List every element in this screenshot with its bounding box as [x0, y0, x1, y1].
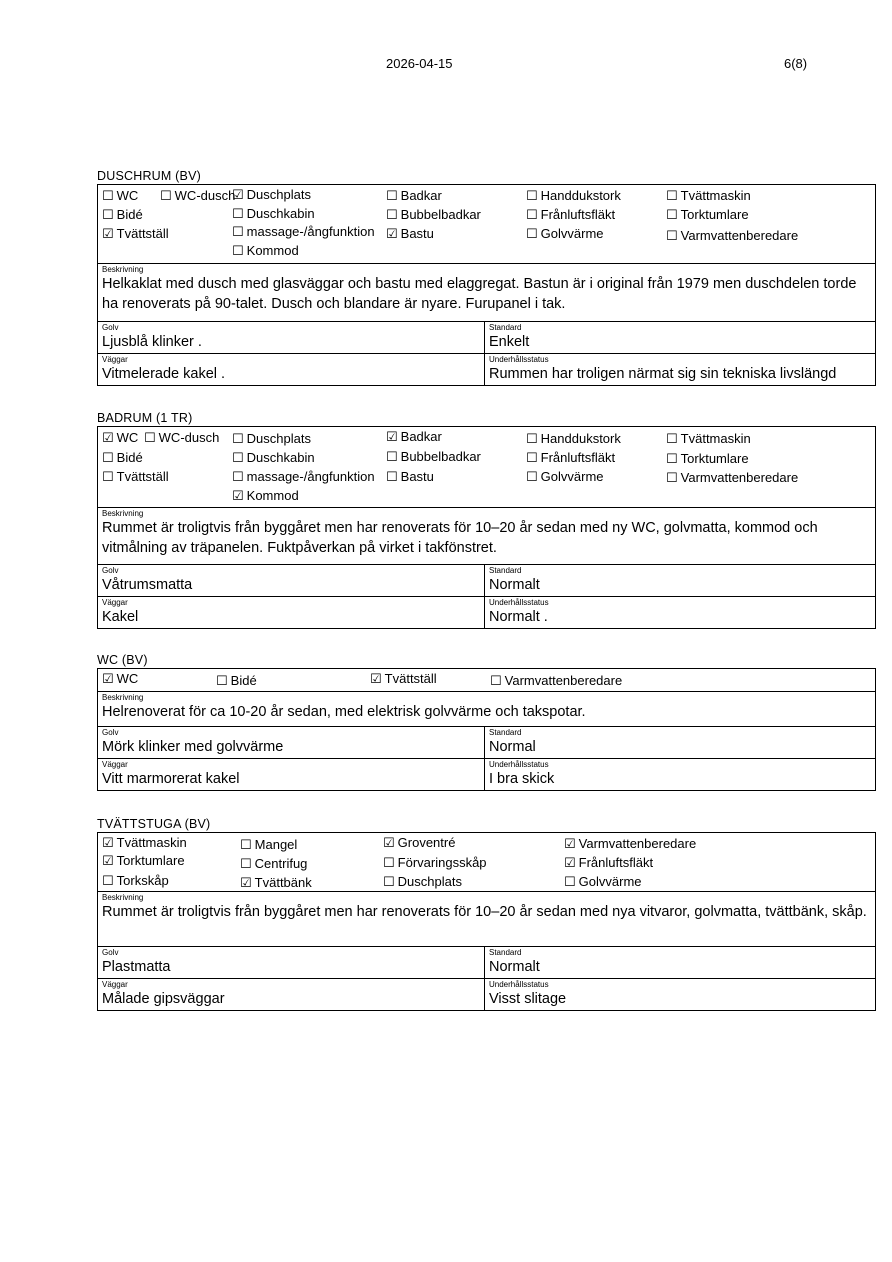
option-label: Tvättställ — [116, 226, 169, 241]
option-label: Torktumlare — [680, 451, 749, 466]
option-label: Mangel — [254, 837, 298, 852]
option-wc[interactable] — [102, 429, 138, 448]
walls-cell — [98, 597, 485, 628]
options-area — [98, 427, 875, 508]
option-label: Groventré — [397, 835, 456, 850]
checkbox-icon[interactable]: ☐ — [526, 432, 538, 447]
option-label: Bidé — [116, 207, 143, 222]
option-golvvärme[interactable] — [526, 225, 604, 244]
floor-label: Golv — [102, 728, 119, 737]
option-golvvärme[interactable] — [564, 873, 642, 892]
option-label: Kommod — [246, 243, 299, 258]
description-cell — [98, 892, 875, 947]
option-handdukstork[interactable] — [526, 187, 621, 206]
checkbox-icon[interactable]: ☐ — [386, 189, 398, 204]
option-label: Varmvattenberedare — [504, 673, 623, 688]
standard-value: Enkelt — [489, 334, 530, 350]
option-label: Golvvärme — [540, 226, 604, 241]
option-label: Kommod — [246, 488, 299, 503]
section-title: WC (BV) — [97, 653, 148, 667]
field-row — [98, 979, 875, 1011]
maintenance-label: Underhållsstatus — [489, 980, 549, 989]
walls-label: Väggar — [102, 355, 128, 364]
option-label: Bubbelbadkar — [400, 449, 481, 464]
maintenance-cell — [485, 354, 875, 385]
description-cell — [98, 264, 875, 322]
field-row — [98, 727, 875, 759]
description-label: Beskrivning — [102, 693, 144, 702]
option-handdukstork[interactable] — [526, 430, 621, 449]
option-label: massage-/ångfunktion — [246, 224, 375, 239]
room-section — [97, 816, 876, 1011]
option-label: Tvättmaskin — [116, 835, 187, 850]
option-label: Bastu — [400, 469, 434, 484]
option-label: Badkar — [400, 429, 442, 444]
checked-checkbox-icon[interactable]: ☑ — [102, 836, 114, 851]
option-label: Torktumlare — [116, 853, 185, 868]
option-label: Bubbelbadkar — [400, 207, 481, 222]
checkbox-icon[interactable]: ☐ — [526, 189, 538, 204]
checkbox-icon[interactable]: ☐ — [232, 451, 244, 466]
option-label: WC-dusch — [174, 188, 236, 203]
option-label: Tvättställ — [384, 671, 437, 686]
standard-cell — [485, 565, 875, 596]
option-label: Varmvattenberedare — [680, 228, 799, 243]
checkbox-icon[interactable]: ☐ — [526, 470, 538, 485]
checkbox-icon[interactable]: ☐ — [102, 208, 114, 223]
option-massage-ångfunktion[interactable] — [232, 468, 375, 487]
field-row — [98, 322, 875, 354]
walls-cell — [98, 759, 485, 790]
option-duschplats[interactable] — [383, 873, 462, 892]
room-section — [97, 410, 876, 629]
standard-cell — [485, 727, 875, 758]
checkbox-icon[interactable]: ☐ — [383, 875, 395, 890]
option-label: Handdukstork — [540, 431, 621, 446]
checkbox-icon[interactable]: ☐ — [666, 208, 678, 223]
option-label: Tvättbänk — [254, 875, 312, 890]
standard-value: Normal — [489, 739, 536, 755]
option-bidé[interactable] — [102, 449, 143, 468]
maintenance-value: Visst slitage — [489, 991, 567, 1007]
checkbox-icon[interactable]: ☐ — [666, 471, 678, 486]
checkbox-icon[interactable]: ☐ — [564, 875, 576, 890]
option-groventré[interactable] — [383, 834, 455, 853]
checkbox-icon[interactable]: ☐ — [240, 857, 252, 872]
section-table — [97, 832, 876, 1011]
standard-label: Standard — [489, 323, 522, 332]
option-golvvärme[interactable] — [526, 468, 604, 487]
description-label: Beskrivning — [102, 893, 144, 902]
walls-value: Kakel — [102, 609, 139, 625]
walls-cell — [98, 979, 485, 1010]
maintenance-label: Underhållsstatus — [489, 355, 549, 364]
walls-label: Väggar — [102, 598, 128, 607]
checkbox-icon[interactable]: ☐ — [232, 207, 244, 222]
option-tvättmaskin[interactable] — [666, 430, 751, 449]
option-kommod[interactable] — [232, 242, 299, 261]
option-torktumlare[interactable] — [666, 450, 749, 469]
checked-checkbox-icon[interactable]: ☑ — [102, 854, 114, 869]
option-kommod[interactable] — [232, 487, 299, 506]
walls-cell — [98, 354, 485, 385]
option-label: Frånluftsfläkt — [540, 207, 616, 222]
header-date: 2026-04-15 — [386, 56, 453, 71]
option-badkar[interactable] — [386, 187, 442, 206]
option-label: Varmvattenberedare — [680, 470, 799, 485]
option-duschkabin[interactable] — [232, 449, 315, 468]
floor-label: Golv — [102, 323, 119, 332]
section-table — [97, 668, 876, 791]
checkbox-icon[interactable]: ☐ — [386, 208, 398, 223]
standard-cell — [485, 322, 875, 353]
option-label: massage-/ångfunktion — [246, 469, 375, 484]
option-tvättmaskin[interactable] — [666, 187, 751, 206]
section-title: BADRUM (1 TR) — [97, 411, 193, 425]
field-row — [98, 565, 875, 597]
floor-label: Golv — [102, 948, 119, 957]
maintenance-label: Underhållsstatus — [489, 760, 549, 769]
description-text: Rummet är troligtvis från byggåret men har renoverats för 10–20 år sedan med ny WC, golvmatta, kommod och vitmålning av träpanelen. Fuktpåverkan på virket i takfönstret. — [102, 520, 818, 556]
checked-checkbox-icon[interactable]: ☑ — [232, 489, 244, 504]
standard-label: Standard — [489, 566, 522, 575]
option-label: Frånluftsfläkt — [540, 450, 616, 465]
checked-checkbox-icon[interactable]: ☑ — [564, 856, 576, 871]
description-label: Beskrivning — [102, 265, 144, 274]
header-page-number: 6(8) — [784, 56, 808, 71]
checkbox-icon[interactable]: ☐ — [102, 451, 114, 466]
checkbox-icon[interactable]: ☐ — [526, 208, 538, 223]
checkbox-icon[interactable]: ☐ — [160, 189, 172, 204]
option-label: Bidé — [230, 673, 257, 688]
walls-value: Vitmelerade kakel . — [102, 366, 226, 382]
option-label: Duschplats — [246, 431, 311, 446]
option-bubbelbadkar[interactable] — [386, 206, 481, 225]
option-varmvattenberedare[interactable] — [564, 835, 696, 854]
option-label: Torktumlare — [680, 207, 749, 222]
checked-checkbox-icon[interactable]: ☑ — [102, 431, 114, 446]
description-cell — [98, 508, 875, 565]
option-bubbelbadkar[interactable] — [386, 448, 481, 467]
checked-checkbox-icon[interactable]: ☑ — [232, 188, 244, 203]
option-frånluftsfläkt[interactable] — [526, 206, 615, 225]
option-label: Duschkabin — [246, 450, 315, 465]
checkbox-icon[interactable]: ☐ — [216, 674, 228, 689]
standard-label: Standard — [489, 728, 522, 737]
option-label: WC-dusch — [158, 430, 220, 445]
option-wc-dusch[interactable] — [160, 187, 235, 206]
option-wc-dusch[interactable] — [144, 429, 219, 448]
floor-cell — [98, 565, 485, 596]
room-section — [97, 652, 876, 791]
option-label: Tvättmaskin — [680, 431, 751, 446]
maintenance-value: I bra skick — [489, 771, 555, 787]
checked-checkbox-icon[interactable]: ☑ — [240, 876, 252, 891]
checkbox-icon[interactable]: ☐ — [490, 674, 502, 689]
checkbox-icon[interactable]: ☐ — [240, 838, 252, 853]
maintenance-value: Rummen har troligen närmat sig sin tekniska livslängd — [489, 366, 837, 382]
walls-value: Målade gipsväggar — [102, 991, 225, 1007]
option-label: WC — [116, 188, 139, 203]
option-förvaringsskåp[interactable] — [383, 854, 487, 873]
option-varmvattenberedare[interactable] — [666, 227, 798, 246]
option-label: Förvaringsskåp — [397, 855, 487, 870]
section-table — [97, 184, 876, 386]
option-wc[interactable] — [102, 670, 138, 689]
option-label: Duschplats — [397, 874, 462, 889]
checked-checkbox-icon[interactable]: ☑ — [102, 672, 114, 687]
section-table — [97, 426, 876, 629]
standard-value: Normalt — [489, 577, 540, 593]
checked-checkbox-icon[interactable]: ☑ — [383, 836, 395, 851]
option-label: Varmvattenberedare — [578, 836, 697, 851]
description-text: Helrenoverat för ca 10-20 år sedan, med elektrisk golvvärme och takspotar. — [102, 704, 586, 720]
option-centrifug[interactable] — [240, 855, 307, 874]
description-label: Beskrivning — [102, 509, 144, 518]
option-bastu[interactable] — [386, 468, 434, 487]
floor-value: Våtrumsmatta — [102, 577, 193, 593]
checkbox-icon[interactable]: ☐ — [102, 470, 114, 485]
option-duschplats[interactable] — [232, 430, 311, 449]
checkbox-icon[interactable]: ☐ — [666, 229, 678, 244]
option-frånluftsfläkt[interactable] — [526, 449, 615, 468]
option-frånluftsfläkt[interactable] — [564, 854, 653, 873]
option-label: Duschplats — [246, 187, 311, 202]
description-text: Helkaklat med dusch med glasväggar och bastu med elaggregat. Bastun är i original från 1979 men duschdelen torde ha renoverats på 90-talet. Dusch och blandare är nyare. Furupanel i tak. — [102, 276, 857, 312]
option-tvättmaskin[interactable] — [102, 834, 187, 853]
options-area — [98, 669, 875, 692]
maintenance-value: Normalt . — [489, 609, 548, 625]
checked-checkbox-icon[interactable]: ☑ — [386, 430, 398, 445]
option-label: Golvvärme — [540, 469, 604, 484]
option-label: Handdukstork — [540, 188, 621, 203]
option-label: WC — [116, 671, 139, 686]
option-torkskåp[interactable] — [102, 872, 169, 891]
option-wc[interactable] — [102, 187, 138, 206]
checkbox-icon[interactable]: ☐ — [232, 432, 244, 447]
option-label: Centrifug — [254, 856, 308, 871]
standard-label: Standard — [489, 948, 522, 957]
option-badkar[interactable] — [386, 428, 442, 447]
option-label: Bidé — [116, 450, 143, 465]
option-tvättställ[interactable] — [102, 468, 169, 487]
option-mangel[interactable] — [240, 836, 297, 855]
checked-checkbox-icon[interactable]: ☑ — [386, 227, 398, 242]
option-label: Frånluftsfläkt — [578, 855, 654, 870]
option-varmvattenberedare[interactable] — [490, 672, 622, 691]
walls-label: Väggar — [102, 980, 128, 989]
option-duschkabin[interactable] — [232, 205, 315, 224]
option-bidé[interactable] — [216, 672, 257, 691]
field-row — [98, 597, 875, 629]
description-cell — [98, 692, 875, 727]
option-label: Golvvärme — [578, 874, 642, 889]
options-area — [98, 185, 875, 264]
checkbox-icon[interactable]: ☐ — [232, 244, 244, 259]
floor-value: Ljusblå klinker . — [102, 334, 202, 350]
floor-cell — [98, 947, 485, 978]
description-text: Rummet är troligtvis från byggåret men har renoverats för 10–20 år sedan med nya vitvaror, golvmatta, tvättbänk, skåp. — [102, 904, 867, 920]
option-label: Tvättmaskin — [680, 188, 751, 203]
checkbox-icon[interactable]: ☐ — [526, 227, 538, 242]
option-varmvattenberedare[interactable] — [666, 469, 798, 488]
option-torktumlare[interactable] — [666, 206, 749, 225]
standard-cell — [485, 947, 875, 978]
field-row — [98, 947, 875, 979]
room-section — [97, 168, 876, 386]
maintenance-label: Underhållsstatus — [489, 598, 549, 607]
floor-cell — [98, 322, 485, 353]
maintenance-cell — [485, 597, 875, 628]
option-bastu[interactable] — [386, 225, 434, 244]
option-torktumlare[interactable] — [102, 852, 185, 871]
checkbox-icon[interactable]: ☐ — [102, 189, 114, 204]
options-area — [98, 833, 875, 892]
maintenance-cell — [485, 759, 875, 790]
checkbox-icon[interactable]: ☐ — [666, 189, 678, 204]
floor-cell — [98, 727, 485, 758]
option-tvättställ[interactable] — [102, 225, 169, 244]
standard-value: Normalt — [489, 959, 540, 975]
option-label: Tvättställ — [116, 469, 169, 484]
checked-checkbox-icon[interactable]: ☑ — [564, 837, 576, 852]
option-label: WC — [116, 430, 139, 445]
checkbox-icon[interactable]: ☐ — [526, 451, 538, 466]
checked-checkbox-icon[interactable]: ☑ — [370, 672, 382, 687]
checkbox-icon[interactable]: ☐ — [666, 432, 678, 447]
option-tvättställ[interactable] — [370, 670, 437, 689]
floor-value: Plastmatta — [102, 959, 171, 975]
checkbox-icon[interactable]: ☐ — [666, 452, 678, 467]
floor-label: Golv — [102, 566, 119, 575]
field-row — [98, 354, 875, 386]
floor-value: Mörk klinker med golvvärme — [102, 739, 284, 755]
checked-checkbox-icon[interactable]: ☑ — [102, 227, 114, 242]
walls-label: Väggar — [102, 760, 128, 769]
checkbox-icon[interactable]: ☐ — [383, 856, 395, 871]
field-row — [98, 759, 875, 791]
walls-value: Vitt marmorerat kakel — [102, 771, 240, 787]
section-title: DUSCHRUM (BV) — [97, 169, 201, 183]
option-massage-ångfunktion[interactable] — [232, 223, 375, 242]
option-label: Torkskåp — [116, 873, 169, 888]
section-title: TVÄTTSTUGA (BV) — [97, 817, 211, 831]
checkbox-icon[interactable]: ☐ — [232, 470, 244, 485]
option-label: Bastu — [400, 226, 434, 241]
option-label: Duschkabin — [246, 206, 315, 221]
option-tvättbänk[interactable] — [240, 874, 312, 893]
checkbox-icon[interactable]: ☐ — [102, 874, 114, 889]
option-bidé[interactable] — [102, 206, 143, 225]
checkbox-icon[interactable]: ☐ — [386, 470, 398, 485]
maintenance-cell — [485, 979, 875, 1010]
checkbox-icon[interactable]: ☐ — [232, 225, 244, 240]
option-label: Badkar — [400, 188, 442, 203]
checkbox-icon[interactable]: ☐ — [144, 431, 156, 446]
checkbox-icon[interactable]: ☐ — [386, 450, 398, 465]
option-duschplats[interactable] — [232, 186, 311, 205]
